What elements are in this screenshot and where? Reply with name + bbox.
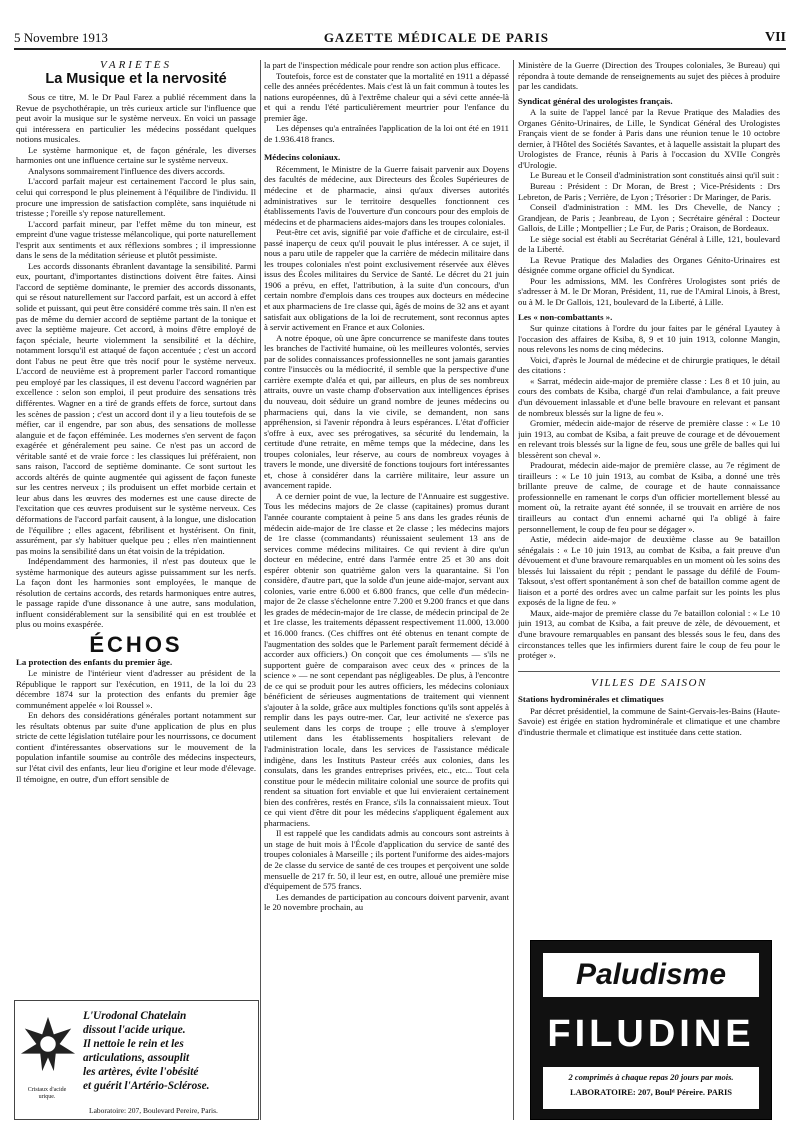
column-rule-1 (260, 60, 261, 1120)
paragraph: Pradourat, médecin aide-major de première classe, au 7e régiment de tirailleurs : « Le 10 juin 1913, au combat de Ksiba, a donné une très brillante preuve de calme, de courage et de haute connaissance professionnelle en ramenant le corps d'un officier mortellement blessé au moment où, la retraite ayant été sonnée, il se trouvait en arrière de nos tirailleurs au contact d'un ennemi acharné qui l'a obligé à faire personnellement, le coup de feu pour se dégager ». (518, 460, 780, 534)
article-title: La Musique et la nervosité (45, 70, 227, 87)
paragraph: Sur quinze citations à l'ordre du jour faites par le général Lyautey à l'occasion des affaires de Ksiba, 8, 9 et 10 juin 1913, colonne Mangin, nous relevons les noms de cinq médecins. (518, 323, 780, 355)
page-header (14, 24, 786, 50)
uric-acid-crystal-icon (19, 1015, 77, 1073)
paragraph: Par décret présidentiel, la commune de Saint-Gervais-les-Bains (Haute-Savoie) est érigée en station hydrominérale et climatique et une chambre d'industrie thermale et climatique est instituée dans cette station. (518, 705, 780, 737)
ad-laboratory: Laboratoire: 207, Boulevard Pereire, Paris. (89, 1106, 218, 1115)
paragraph: Les demandes de participation au concours doivent parvenir, avant le 20 novembre prochain, au (264, 891, 509, 913)
paragraph: Analysons sommairement l'influence des divers accords. (28, 165, 225, 176)
ad-caption: Cristaux d'acide urique. (27, 1087, 67, 1100)
paragraph: Ministère de la Guerre (Direction des Troupes coloniales, 3e Bureau) qui répondra à toute demande de renseignements au sujet des pièces à produire par les candidats. (518, 60, 780, 92)
paragraph: Il est rappelé que les candidats admis au concours sont astreints à un stage de huit mois à l'École d'application du service de santé des troupes coloniales à Marseille ; ils portent l'uniforme des aides-majors de 2e classe du service de santé de ces troupes et perçoivent une solde mensuelle de 217 fr. 50, il leur est, en outre, alloué une première mise d'équipement de 575 francs. (264, 828, 509, 892)
paragraph: Voici, d'après le Journal de médecine et de chirurgie pratiques, le détail des citations : (518, 354, 780, 376)
paragraph: Gromier, médecin aide-major de réserve de première classe : « Le 10 juin 1913, au combat de Ksiba, a fait preuve de courage et de dévouement en relevant trois blessés sur la ligne de feu, sous une grêle de balles qui lui blessèrent son cheval ». (518, 418, 780, 460)
subheading: Les « non-combattants ». (518, 311, 613, 322)
urodonal-advertisement (14, 1000, 259, 1120)
paragraph: A la suite de l'appel lancé par la Revue Pratique des Maladies des Organes Génito-Urinaires, de Lille, le Syndicat Général des Urologistes Français vient de se fonder à Paris dans une réunion tenue le 10 octobre dernier, à l'Hôtel des Sociétés Savantes, et à laquelle assistait la plupart des Urologistes de France, réunis à Paris à l'occasion du XVIIe Congrès d'Urologie. (518, 107, 780, 170)
subheading: Syndicat général des urologistes français. (518, 95, 673, 106)
column-1 (16, 60, 256, 995)
paragraph: Indépendamment des harmonies, il n'est pas douteux que le système harmonique des auteurs agisse puissamment sur les nerfs. La façon dont les harmonies sont employées, le manque de résolution de certains accords, des retards harmoniques entre autres, le passage rapide d'une dissonance à une autre, sans modulation, influent considérablement sur la sensibilité qui en est troublée et plus ou moins exaspérée. (16, 556, 256, 630)
ad-laboratory: LABORATOIRE: 207, Boulᵈ Péreire. PARIS (569, 1087, 733, 1097)
ad-line: et guérit l'Artério-Sclérose. (83, 1080, 210, 1092)
paragraph: En dehors des considérations générales portant notamment sur les résultats obtenus par suite d'une application de plus en plus stricte de cette législation tutélaire pour les nourrissons, ce document contient d'intéressantes observations sur le mouvement de la population infantile soumise au contrôle des médecins inspecteurs, sur l'état civil des enfants, leur lieu d'origine et leur mode d'élevage. Il témoigne, en outre, d'un effort sensible de (16, 710, 256, 784)
paragraph: A notre époque, où une âpre concurrence se manifeste dans toutes les branches de l'activité humaine, où les meilleures volontés, servies par de solides connaissances professionnelles ne sont jamais garanties contre l'insuccès ou la médiocrité, il semble que la perspective d'une carrière exempte d'aléa et qui, par ailleurs, en plus de ses nombreux attraits, ouvre un vaste champ d'observation aux intelligences éprises du nouveau, doit séduire un grand nombre de jeunes médecins ou pharmaciens qui, dans la vie civile, se demandent, non sans appréhension, si l'avenir répondra à leurs espérances. L'état d'officier s'offre à eux, avec ses prérogatives, sa sécurité du lendemain, la certitude d'une retraite, en même temps que la médecine, dans les troupes coloniales, leur réserve, au cours de nombreux voyages à travers le monde, une diversité de fonctions toujours fort intéressantes et, chose à considérer dans la carrière militaire, leur assure un avancement rapide. (264, 332, 509, 491)
column-rule-2 (513, 60, 514, 1120)
paragraph: Toutefois, force est de constater que la mortalité en 1911 a dépassé celle des années précédentes. Mais c'est là un fait commun à toutes les nations européennes, dû à l'extrême chaleur qui a sévi cette année-là et qui a rendu l'été particulièrement meurtrier pour l'enfance du premier âge. (264, 70, 509, 123)
header-date: 5 Novembre 1913 (14, 30, 108, 45)
subheading: Médecins coloniaux. (264, 152, 341, 163)
paragraph: L'accord parfait mineur, par l'effet même du ton mineur, est empreint d'une vague tristesse mélancolique, qui porte naturellement l'esprit aux sentiments et aux réflexions sombres ; il impressionne dans le sens de la méditation sérieuse et plutôt pessimiste. (16, 218, 256, 261)
ad-line: dissout l'acide urique. (83, 1024, 186, 1036)
section-varietes: VARIÉTÉS (99, 60, 173, 71)
paragraph: Sous ce titre, M. le Dr Paul Farez a publié récemment dans la Revue de psychothérapie, un très curieux article sur l'influence que peut avoir la musique sur le système nerveux. En voici un passage qui intéressera en particulier les médecins possédant quelques notions musicales. (16, 92, 256, 145)
paragraph: la part de l'inspection médicale pour rendre son action plus efficace. (264, 60, 501, 70)
ad-banner-bottom (543, 1067, 759, 1109)
column-3 (518, 60, 780, 980)
column-2 (264, 60, 509, 1120)
ad-line: Il nettoie le rein et les (83, 1038, 184, 1050)
subheading: Stations hydrominérales et climatiques (518, 694, 664, 705)
paragraph: « Sarrat, médecin aide-major de première classe : Les 8 et 10 juin, au cours des combats de Ksiba, chargé d'un relai d'ambulance, a fait preuve d'un dévouement inlassable et d'une belle bravoure en relevant et pansant de nombreux blessés sur la ligne de feu ». (518, 375, 780, 418)
page-number: VII (764, 30, 786, 45)
paragraph: Le système harmonique et, de façon générale, les diverses harmonies ont une influence certaine sur le système nerveux. (16, 144, 256, 166)
section-villes-de-saison: VILLES DE SAISON (518, 671, 780, 689)
paragraph: Peut-être cet avis, signifié par voie d'affiche et de circulaire, est-il passé inaperçu de ceux qu'il pouvait le plus intéresser. A ce sujet, il nous a paru utile de rappeler que la carrière de médecin militaire dans les troupes coloniales n'est point exclusivement réservée aux élèves issus des Écoles militaires du Service de Santé. Le décret du 21 juin 1906 a prévu, en effet, l'attribution, à la suite d'un concours, d'un certain nombre d'emplois dans ces troupes aux docteurs en médecine et aux pharmaciens de 1re classe qui, âgés de moins de 32 ans et ayant satisfait aux obligations de la loi de recrutement, sont reconnus aptes à servir activement en France et aux Colonies. (264, 227, 509, 333)
section-echos: ÉCHOS (89, 631, 183, 657)
paragraph: La Revue Pratique des Maladies des Organes Génito-Urinaires est désignée comme organe officiel du Syndicat. (518, 254, 780, 276)
paragraph: Conseil d'administration : MM. les Drs Chevelle, de Nancy ; Grandjean, de Paris ; Jeanbreau, de Lyon ; Secrétaire général : Docteur Gallois, de Lille ; Montpellier ; Le Fur, de Paris ; Oraison, de Bordeaux. (518, 202, 780, 234)
ad-line: L'Urodonal Chatelain (83, 1010, 187, 1022)
paragraph: Maux, aide-major de première classe du 7e bataillon colonial : « Le 10 juin 1913, au combat de Ksiba, a fait preuve de zèle, de dévouement, et d'une bravoure remarquables en pansant des blessés sous le feu, dans des circonstances telles que les infirmiers durent faire le coup de feu pour le protéger ». (518, 607, 780, 661)
paragraph: Récemment, le Ministre de la Guerre faisait parvenir aux Doyens des facultés de médecine, aux Directeurs des Écoles Supérieures de médecine et de pharmacie, ainsi qu'aux diverses autorités administratives sur le territoire desquelles fonctionnent ces établissements l'avis de l'ouverture d'un concours pour des emplois de médecins et de pharmaciens aides-majors dans les troupes coloniales. (264, 163, 509, 227)
paragraph: Le Bureau et le Conseil d'administration sont constitués ainsi qu'il suit : (530, 170, 780, 181)
ad-word-filudine: FILUDINE (547, 1013, 755, 1055)
ad-banner-middle (543, 1009, 759, 1059)
ad-line: articulations, assouplit (83, 1052, 190, 1064)
ad-dosage: 2 comprimés à chaque repas 20 jours par mois. (568, 1072, 734, 1082)
paragraph: Le siège social est établi au Secrétariat Général à Lille, 121, boulevard de la Liberté. (518, 233, 780, 255)
paragraph: Les dépenses qu'a entraînées l'application de la loi ont été en 1911 de 1.936.418 francs. (264, 123, 509, 144)
ad-word-paludisme: Paludisme (575, 958, 727, 991)
paragraph: A ce dernier point de vue, la lecture de l'Annuaire est suggestive. Tous les médecins majors de 2e classe (capitaines) promus durant l'année courante comptaient à peine 5 ans dans les grades réunis de médecin aide-major de 1re classe et 2e classe ; les médecins majors de 1re classe (commandants) réunissaient seulement 13 ans de services comme médecins militaires. Ce qui revient à dire qu'un docteur en médecine, entré dans l'armée entre 25 et 30 ans doit espérer obtenir son quatrième galon vers la quarantaine. Si l'on considère, d'autre part, que la solde d'un jeune aide-major, servant aux colonies, varie entre 6.000 et 6.800 francs, que celle d'un médecin-major de 2e classe s'échelonne entre 7.200 et 9.200 francs et que dans les grades de médecin-major de 1re classe, de médecin principal de 2e et 1re classe, les traitements dépassent respectivement 11.000, 13.000 et 16.000 francs. (Ces chiffres ont été obtenus en tenant compte de l'augmentation des soldes que le Parlement paraît fermement décidé à accorder aux officiers.) On conçoit que ces émoluments — s'ils ne supportent guère de comparaison avec ceux des « princes de la science » — ne sont cependant pas négligeables. De plus, à l'encontre de ce qui se produit pour les autres officiers, les médecins coloniaux bénéficient de sérieuses augmentations de traitement qui viennent s'ajouter à la solde, grâce aux multiples fonctions qu'ils sont appelés à remplir dans les pays outre-mer. Car, leur activité ne s'exerce pas seulement dans les corps de troupe ; elle trouve à s'employer utilement dans les établissements hospitaliers relevant de l'administration locale, dans les services de l'assistance médicale indigène, dans les Instituts Pasteur créés aux colonies, dans les consulats, dans les grandes entreprises privées, etc., etc... Tout cela constitue pour le médecin militaire colonial une source de profits qui rendent sa situation fort enviable et que lui envieraient certainement bien des confrères, restés en France, s'ils la connaissaient mieux. Tout ce qui vient d'être dit pour les médecins s'appliquent également aux pharmaciens. (264, 490, 509, 828)
subheading: La protection des enfants du premier âge. (16, 656, 173, 667)
paragraph: Astie, médecin aide-major de deuxième classe au 9e bataillon sénégalais : « Le 10 juin 1913, au combat de Ksiba, a fait preuve d'un dévouement et d'une bravoure remarquables en un moment où les soins des blessés lui laissaient du répit ; pendant le passage du défilé de Foum-Taksout, s'est offert spontanément à son chef de bataillon comme agent de liaison et a porté des ordres avec un calme parfait sur les points les plus exposés de la ligne de feu. » (518, 534, 780, 608)
paragraph: Le ministre de l'intérieur vient d'adresser au président de la République le rapport sur l'exécution, en 1911, de la loi du 23 décembre 1874 sur la protection des enfants du premier âge communément appelée « loi Roussel ». (16, 668, 256, 710)
filudine-advertisement (530, 940, 772, 1120)
paragraph: Bureau : Président : Dr Moran, de Brest ; Vice-Présidents : Drs Lebreton, de Paris ; Verrière, de Lyon ; Trésorier : Dr Maringer, de Paris. (518, 181, 780, 202)
paragraph: Pour les admissions, MM. les Confrères Urologistes sont priés de s'adresser à M. le Dr Moran, Président, 11, rue de l'Amiral Linois, à Brest, ou à M. le Dr Gallois, 121, boulevard de la Liberté, à Lille. (518, 275, 780, 308)
ad-banner-top (543, 953, 759, 997)
paragraph: L'accord parfait majeur est certainement l'accord le plus sain, celui qui correspond le plus pleinement à l'équilibre de l'individu. Il procure une impression de satisfaction complète, sans inquiétude ni tristesse ; l'oreille s'y repose naturellement. (16, 176, 256, 219)
paragraph: Les accords dissonants ébranlent davantage la sensibilité. Parmi eux, pourtant, d'importantes distinctions doivent être faites. Ainsi l'accord de septième dominante, le premier des accords dissonants, qui se résout naturellement sur l'accord parfait, est un accord à effet solide et puissant, qui peut être considéré comme très sain. Il n'en est pas de même du dernier accord de septième partant de la tonique et avec la septième majeure. Cet accord, à moins d'être employé de façon spéciale, heurte violemment la sensibilité et la déchire, notamment lorsqu'il est attaqué de façon accentuée ; c'est un accord dont l'abus ne peut être que très nocif pour le système nerveux. L'accord de neuvième est à proprement parler l'accord romantique peu employé par les classiques, il est devenu l'accord wagnérien par excellence : selon son emploi, il peut produire des sensations très différentes. Wagner en a tiré de grands effets de force, surtout dans les scènes de passion ; c'est un accord dont il y a lieu toutefois de se méfier, car il engendre, par son abus, des sensations de mollesse alanguie et de façon efféminée. Les modernes s'en servent de façon exagérée et généralement peu saine. Ce n'est pas un accord de véritable santé et de vraie force : les classiques lui préféraient, non sans raison, l'accord de septième dominante. Ce sont surtout les accords altérés de quinte augmentée qui agissent de façon funeste sur les centres nerveux ; ils produisent un effet morbide certain et leur abus dans les œuvres des modernes est une cause directe de l'excitation que ces œuvres produisent sur le système nerveux. Ces déformations de l'accord parfait causent, à la longue, une dislocation de l'équilibre ; elles agacent, fébrilisent et hystérisent. On finit, assurément, par s'y habituer quelque peu ; elles n'en maintiennent pas moins la sensibilité dans un état voisin de la trépidation. (16, 260, 256, 556)
ad-text (83, 1009, 255, 1093)
journal-title: GAZETTE MÉDICALE DE PARIS (323, 30, 550, 45)
ad-line: les artères, évite l'obésité (83, 1066, 199, 1078)
